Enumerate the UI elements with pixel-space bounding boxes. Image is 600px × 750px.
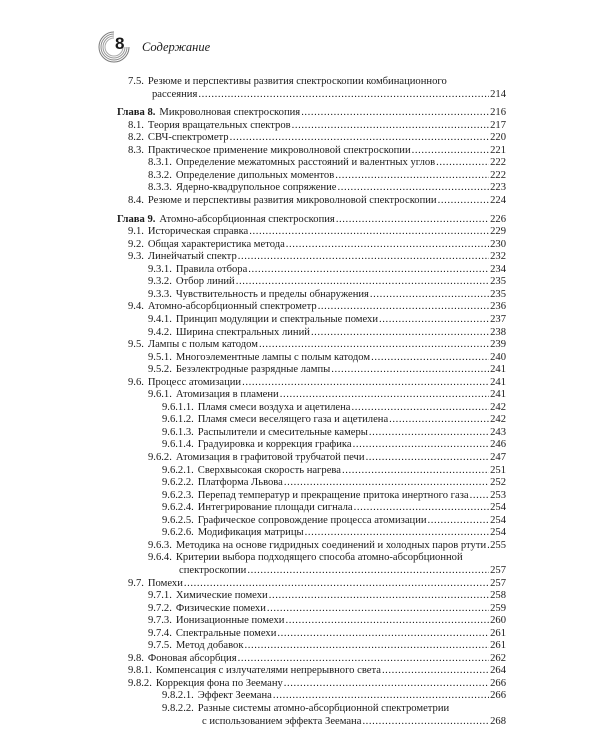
toc-entry (0, 389, 600, 401)
toc-page-number: 222 (490, 157, 506, 169)
leader-dots (236, 276, 489, 288)
toc-number: 9.6.2.2. (162, 477, 194, 489)
leader-dots (259, 339, 489, 351)
toc-entry (0, 678, 600, 690)
toc-page-number: 260 (490, 615, 506, 627)
toc-number: 9.6.2. (148, 452, 172, 463)
toc-page-number: 247 (490, 452, 506, 463)
leader-dots (331, 364, 489, 376)
toc-entry (0, 665, 600, 677)
toc-number: 9.6.2.1. (162, 464, 194, 476)
toc-entry (0, 439, 600, 451)
toc-entry (0, 314, 600, 326)
toc-title: Химические помехи (175, 590, 268, 601)
toc-number: 9.5.2. (148, 364, 172, 376)
toc-title: Атомизация в пламени (175, 389, 279, 401)
toc-number: 9.4.1. (148, 313, 172, 325)
toc-title: Фоновая абсорбция (147, 652, 237, 664)
leader-dots (362, 716, 489, 728)
toc-number: 9.6.3. (148, 539, 172, 551)
toc-number: 8.3.1. (148, 157, 172, 169)
toc-number: 8.3.2. (148, 169, 172, 181)
leader-dots (428, 515, 490, 527)
toc-title: Метод добавок (175, 640, 244, 652)
toc-number: 9.8. (128, 652, 144, 664)
leader-dots (238, 251, 489, 263)
toc-number: 9.1. (128, 226, 144, 238)
toc-page-number: 220 (490, 132, 506, 144)
toc-number: 9.7.2. (148, 602, 172, 614)
toc-page-number: 242 (490, 401, 506, 413)
leader-dots (245, 640, 490, 652)
leader-dots (198, 89, 489, 101)
toc-entry (0, 603, 600, 615)
toc-entry (0, 276, 600, 288)
toc-entry (0, 578, 600, 590)
toc-page-number: 216 (490, 107, 506, 119)
leader-dots (436, 157, 489, 169)
toc-page-number: 254 (490, 527, 506, 539)
toc-title: Безэлектродные разрядные лампы (175, 364, 331, 376)
toc-number: Глава 9. (117, 213, 156, 225)
toc-number: 9.7. (128, 577, 144, 589)
toc-title: Коррекция фона по Зееману (155, 677, 283, 689)
toc-chapter (0, 107, 600, 119)
toc-entry (0, 427, 600, 439)
toc-title: Многоэлементные лампы с полым катодом (175, 351, 371, 363)
toc-title: Историческая справка (147, 226, 249, 238)
toc-entry (0, 327, 600, 339)
toc-entry (0, 339, 600, 351)
toc-title: Ядерно-квадрупольное сопряжение (175, 182, 337, 194)
page-number: 8 (115, 34, 125, 53)
toc-title: Принцип модуляции и спектральные помехи (175, 313, 379, 325)
toc-entry (0, 377, 600, 389)
toc-number: 9.3.1. (148, 263, 172, 275)
toc-title: Ширина спектральных линий (175, 326, 310, 338)
toc-entry (0, 690, 600, 702)
toc-title: Чувствительность и пределы обнаружения (175, 288, 369, 300)
toc-number: 9.7.5. (148, 640, 172, 652)
toc-page-number: 214 (490, 88, 506, 100)
toc-entry (0, 402, 600, 414)
leader-dots (342, 465, 489, 477)
toc-page-number: 224 (490, 194, 506, 206)
toc-page-number: 243 (490, 426, 506, 438)
toc-title: Лампы с полым катодом (147, 339, 258, 350)
toc-page-number: 217 (490, 119, 506, 131)
leader-dots (280, 389, 489, 401)
toc-page-number: 257 (490, 564, 506, 576)
leader-dots (184, 578, 489, 590)
toc-number: 8.3.3. (148, 182, 172, 194)
toc-entry (0, 226, 600, 238)
toc-page-number: 240 (490, 351, 506, 363)
toc-page-number: 258 (490, 590, 506, 601)
toc-entry (0, 414, 600, 426)
leader-dots (487, 540, 489, 552)
leader-dots (284, 678, 489, 690)
leader-dots (354, 502, 490, 514)
toc-page-number: 226 (490, 213, 506, 225)
toc-entry (0, 527, 600, 539)
toc-number: 9.4. (128, 301, 144, 313)
toc-page-number: 239 (490, 339, 506, 350)
toc-number: 8.2. (128, 132, 144, 144)
toc-title: Критерии выбора подходящего способа атомно-абсорбционной (175, 552, 463, 564)
toc-title: Практическое применение микроволновой спектроскопии (147, 144, 411, 156)
toc-title: Правила отбора (175, 263, 248, 275)
header-title: Содержание (142, 40, 211, 54)
leader-dots (230, 132, 490, 144)
toc-number: 9.6.1.2. (162, 414, 194, 426)
toc-number: 9.6.1.3. (162, 426, 194, 438)
toc-number: 9.6.2.6. (162, 527, 194, 539)
toc-title: Модификация матрицы (197, 527, 304, 539)
toc-title: спектроскопии (179, 564, 247, 576)
leader-dots (247, 565, 489, 577)
leader-dots (389, 414, 489, 426)
toc-entry (0, 76, 600, 88)
toc-entry (0, 703, 600, 715)
toc-number: 9.3. (128, 251, 144, 263)
running-header (96, 30, 516, 64)
toc-entry (0, 465, 600, 477)
toc-page-number: 232 (490, 251, 506, 263)
toc-page-number: 259 (490, 602, 506, 614)
toc-number: 9.8.2.1. (162, 690, 194, 702)
toc-title: Отбор линий (175, 276, 235, 288)
toc-title: Градуировка и коррекция графика (197, 439, 352, 451)
toc-title: Спектральные помехи (175, 627, 277, 639)
toc-number: 8.1. (128, 119, 144, 131)
toc-number: 9.4.2. (148, 326, 172, 338)
toc-entry (0, 615, 600, 627)
toc-number: 9.5. (128, 339, 144, 350)
toc-title: Ионизационные помехи (175, 615, 285, 627)
toc-entry (0, 157, 600, 169)
leader-dots (249, 226, 489, 238)
toc-page-number: 241 (490, 376, 506, 388)
toc-entry (0, 251, 600, 263)
circle-logo-icon (96, 30, 132, 64)
toc-entry (0, 477, 600, 489)
toc-page-number: 221 (490, 144, 506, 156)
leader-dots (369, 427, 489, 439)
leader-dots (370, 289, 489, 301)
toc-title: Атомизация в графитовой трубчатой печи (175, 452, 365, 463)
toc-title: Помехи (147, 577, 183, 589)
toc-number: 9.8.2.2. (162, 702, 194, 714)
toc-page-number: 237 (490, 313, 506, 325)
leader-dots (286, 239, 489, 251)
toc-title: Графическое сопровождение процесса атомизации (197, 514, 427, 526)
toc-number: 9.6.2.3. (162, 489, 194, 501)
toc-page-number: 254 (490, 502, 506, 514)
toc-page-number: 262 (490, 652, 506, 664)
toc-page-number: 236 (490, 301, 506, 313)
toc-title: Сверхвысокая скорость нагрева (197, 464, 341, 476)
toc-title: Определение межатомных расстояний и валентных углов (175, 157, 436, 169)
toc-number: 9.6.4. (148, 552, 172, 564)
toc-title: Физические помехи (175, 602, 266, 614)
toc-entry (0, 289, 600, 301)
toc-entry (0, 120, 600, 132)
toc-page-number: 235 (490, 288, 506, 300)
toc-title: Определение дипольных моментов (175, 169, 335, 181)
leader-dots (311, 327, 489, 339)
toc-title: Атомно-абсорбционный спектрометр (147, 301, 317, 313)
toc-title: Распылители и смесительные камеры (197, 426, 368, 438)
toc-entry (0, 452, 600, 464)
toc-title: Компенсация с излучателями непрерывного света (155, 665, 381, 677)
leader-dots (284, 477, 489, 489)
leader-dots (352, 402, 490, 414)
leader-dots (318, 301, 489, 313)
toc-number: 9.7.3. (148, 615, 172, 627)
toc-title: Разные системы атомно-абсорбционной спектрометрии (197, 702, 450, 714)
toc-title: Линейчатый спектр (147, 251, 237, 263)
toc-title: Пламя смеси веселящего газа и ацетилена (197, 414, 389, 426)
toc-number: 7.5. (128, 76, 144, 87)
toc-page-number: 234 (490, 263, 506, 275)
leader-dots (366, 452, 490, 464)
toc-title: СВЧ-спектрометр (147, 132, 229, 144)
toc-title: Атомно-абсорбционная спектроскопия (159, 213, 335, 225)
toc-page-number: 257 (490, 577, 506, 589)
leader-dots (305, 527, 489, 539)
toc-page-number: 261 (490, 640, 506, 652)
toc-page-number: 266 (490, 690, 506, 702)
toc-title: Интегрирование площади сигнала (197, 502, 353, 514)
leader-dots (285, 615, 489, 627)
toc-page-number: 246 (490, 439, 506, 451)
toc-title: Пламя смеси воздуха и ацетилена (197, 401, 351, 413)
toc-title: Резюме и перспективы развития спектроскопии комбинационного (147, 76, 447, 87)
toc-title: Перепад температур и прекращение притока инертного газа (197, 489, 469, 501)
leader-dots (267, 603, 489, 615)
toc-title: Методика на основе гидридных соединений и холодных паров ртути (175, 539, 487, 551)
toc-entry (0, 590, 600, 602)
toc-entry (0, 364, 600, 376)
toc-entry (0, 716, 600, 728)
toc-title: с использованием эффекта Зеемана (202, 715, 362, 727)
toc-page-number: 251 (490, 464, 506, 476)
toc-page-number: 241 (490, 364, 506, 376)
toc-number: 9.3.3. (148, 288, 172, 300)
toc-page-number: 235 (490, 276, 506, 288)
leader-dots (238, 653, 490, 665)
toc-entry (0, 264, 600, 276)
leader-dots (301, 107, 489, 119)
leader-dots (292, 120, 489, 132)
toc-entry (0, 515, 600, 527)
toc-number: 9.3.2. (148, 276, 172, 288)
toc-page-number: 242 (490, 414, 506, 426)
leader-dots (248, 264, 489, 276)
toc-number: 9.6.2.4. (162, 502, 194, 514)
toc-number: 9.5.1. (148, 351, 172, 363)
toc-entry (0, 182, 600, 194)
leader-dots (338, 182, 490, 194)
toc-page-number: 253 (490, 489, 506, 501)
toc-number: 9.8.2. (128, 677, 152, 689)
toc-page-number: 266 (490, 677, 506, 689)
toc-chapter (0, 214, 600, 226)
leader-dots (412, 145, 489, 157)
toc-page-number: 223 (490, 182, 506, 194)
toc-number: 8.4. (128, 194, 144, 206)
leader-dots (335, 170, 489, 182)
leader-dots (269, 590, 489, 602)
toc-entry (0, 89, 600, 101)
toc-title: Процесс атомизации (147, 376, 242, 388)
toc-number: 9.7.4. (148, 627, 172, 639)
toc-page-number: 264 (490, 665, 506, 677)
toc-entry (0, 132, 600, 144)
toc-entry (0, 552, 600, 564)
leader-dots (438, 195, 490, 207)
toc-page-number: 268 (490, 715, 506, 727)
toc-page-number: 241 (490, 389, 506, 401)
toc-title: Платформа Львова (197, 477, 283, 489)
toc-page-number: 222 (490, 169, 506, 181)
toc-entry (0, 239, 600, 251)
toc-entry (0, 640, 600, 652)
toc-entry (0, 502, 600, 514)
toc-title: Микроволновая спектроскопия (159, 107, 301, 119)
toc-number: 9.6. (128, 376, 144, 388)
toc-entry (0, 490, 600, 502)
leader-dots (470, 490, 490, 502)
toc-number: 9.7.1. (148, 590, 172, 601)
toc-entry (0, 195, 600, 207)
toc-entry (0, 628, 600, 640)
toc-number: 9.2. (128, 238, 144, 250)
toc-number: 8.3. (128, 144, 144, 156)
toc-page-number: 255 (490, 539, 506, 551)
toc-page-number: 229 (490, 226, 506, 238)
leader-dots (382, 665, 489, 677)
toc-entry (0, 301, 600, 313)
toc-title: Общая характеристика метода (147, 238, 285, 250)
leader-dots (277, 628, 489, 640)
toc-number: 9.6.1.1. (162, 401, 194, 413)
leader-dots (336, 214, 489, 226)
toc-page-number: 238 (490, 326, 506, 338)
toc-number: 9.8.1. (128, 665, 152, 677)
toc-page-number: 254 (490, 514, 506, 526)
toc-entry (0, 352, 600, 364)
leader-dots (379, 314, 489, 326)
toc-title: рассеяния (152, 88, 198, 100)
toc-number: Глава 8. (117, 107, 156, 119)
toc-title: Теория вращательных спектров (147, 119, 291, 131)
toc-number: 9.6.1.4. (162, 439, 194, 451)
toc-entry (0, 145, 600, 157)
toc-title: Эффект Зеемана (197, 690, 272, 702)
toc-number: 9.6.2.5. (162, 514, 194, 526)
leader-dots (242, 377, 489, 389)
leader-dots (371, 352, 489, 364)
leader-dots (273, 690, 489, 702)
toc-entry (0, 540, 600, 552)
toc-page-number: 261 (490, 627, 506, 639)
toc-page-number: 252 (490, 477, 506, 489)
toc-entry (0, 565, 600, 577)
toc-title: Резюме и перспективы развития микроволновой спектроскопии (147, 194, 437, 206)
toc-number: 9.6.1. (148, 389, 172, 401)
leader-dots (353, 439, 489, 451)
toc-entry (0, 170, 600, 182)
toc-page-number: 230 (490, 238, 506, 250)
toc-entry (0, 653, 600, 665)
